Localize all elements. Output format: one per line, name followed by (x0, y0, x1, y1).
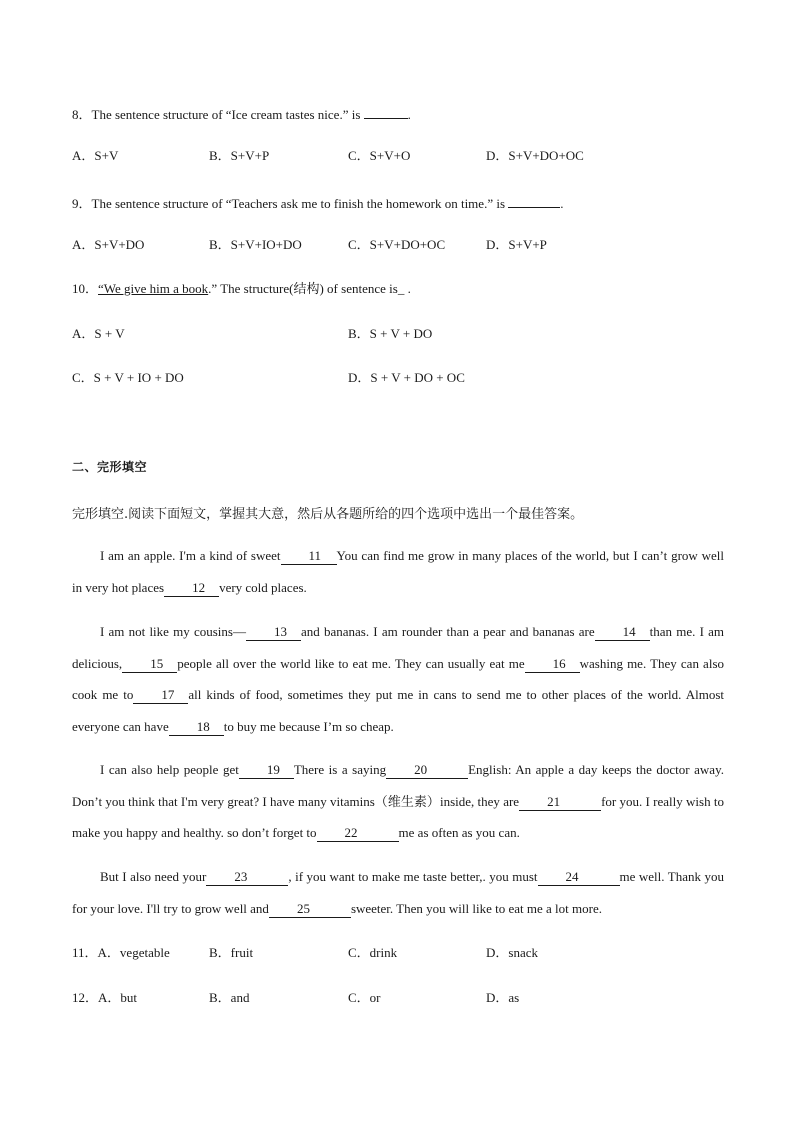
question-8-end: . (407, 107, 411, 122)
question-12-number: 12． (72, 990, 99, 1005)
blank-23[interactable]: 23 (206, 870, 288, 886)
question-11-option-d[interactable]: D．snack (486, 945, 538, 960)
question-9-end: . (560, 196, 564, 211)
question-10-option-b[interactable]: B．S + V + DO (348, 326, 433, 341)
passage-text: English: An apple a day keeps the doctor away. Don’t you think that I'm very great? I have many vitamins（维生素）inside, they are (72, 762, 724, 809)
question-10-option-d[interactable]: D．S + V + DO + OC (348, 370, 465, 385)
question-12-option-b[interactable]: B．and (209, 990, 250, 1005)
question-11 (72, 945, 170, 961)
question-10-blank[interactable]: _ (397, 281, 405, 296)
passage-text: You can find me grow in many places of the world, but I can’t grow well in very hot places (72, 548, 724, 595)
blank-18[interactable]: 18 (169, 720, 224, 736)
question-11-option-b[interactable]: B．fruit (209, 945, 254, 960)
question-11-option-a[interactable]: A．vegetable (97, 945, 170, 960)
passage-text: people all over the world like to eat me. They can usually eat me (177, 655, 525, 671)
question-12-option-c[interactable]: C．or (348, 990, 381, 1005)
question-9-blank[interactable] (508, 192, 560, 208)
blank-17[interactable]: 17 (133, 688, 188, 704)
passage-text: me well. Thank you for your love. I'll try to grow well and (72, 869, 724, 916)
question-9-option-c[interactable]: C．S+V+DO+OC (348, 237, 446, 252)
blank-25[interactable]: 25 (269, 902, 351, 918)
passage-text: for you. I really wish to make you happy and healthy. so don’t forget to (72, 793, 724, 840)
passage-text: very cold places. (219, 579, 307, 595)
blank-21[interactable]: 21 (519, 795, 601, 811)
question-11-number: 11． (72, 945, 98, 960)
blank-19[interactable]: 19 (239, 763, 294, 779)
passage-paragraph-2 (72, 616, 724, 742)
blank-15[interactable]: 15 (122, 657, 177, 673)
question-10-stem (72, 281, 411, 297)
question-8-blank[interactable] (364, 103, 408, 119)
section-title: 二、完形填空 (72, 460, 148, 474)
passage-text: But I also need your (100, 869, 207, 884)
passage-text: sweeter. Then you will like to eat me a lot more. (350, 900, 602, 916)
passage-text: me as often as you can. (398, 825, 520, 840)
question-9-text: 9．The sentence structure of “Teachers ask me to finish the homework on time.” is (72, 196, 509, 211)
question-8-stem (72, 103, 411, 123)
question-9-option-b[interactable]: B．S+V+IO+DO (209, 237, 302, 252)
blank-22[interactable]: 22 (317, 826, 399, 842)
passage-text: all kinds of food, sometimes they put me in cans to send me to other places of the world. Almost everyone can have (72, 687, 724, 734)
passage-text: There is a saying (293, 762, 387, 777)
passage-text: washing me. They can also cook me to (72, 655, 724, 702)
blank-12[interactable]: 12 (164, 581, 219, 597)
question-8-text: 8．The sentence structure of “Ice cream tastes nice.” is (72, 107, 364, 122)
question-11-option-c[interactable]: C．drink (348, 945, 398, 960)
question-10-underlined-sentence: “We give him a book (98, 281, 209, 296)
passage-text: , if you want to make me taste better,. you must (288, 869, 538, 884)
passage-text: than me. I am delicious, (72, 624, 724, 671)
question-9-option-d[interactable]: D．S+V+P (486, 237, 547, 252)
question-10-text: .” The structure(结构) of sentence is (208, 281, 398, 296)
question-8-option-d[interactable]: D．S+V+DO+OC (486, 148, 584, 163)
passage-text: to buy me because I’m so cheap. (223, 718, 394, 734)
question-9-stem (72, 192, 564, 212)
blank-13[interactable]: 13 (246, 625, 301, 641)
passage-text: and bananas. I am rounder than a pear and bananas are (300, 624, 595, 639)
blank-14[interactable]: 14 (595, 625, 650, 641)
passage-text: I am an apple. I'm a kind of sweet (100, 548, 281, 563)
question-8-option-a[interactable]: A．S+V (72, 148, 119, 163)
blank-24[interactable]: 24 (538, 870, 620, 886)
question-10-option-a[interactable]: A．S + V (72, 326, 125, 341)
question-10-option-c[interactable]: C．S + V + IO + DO (72, 370, 184, 385)
passage-paragraph-4 (72, 861, 724, 924)
question-12 (72, 990, 137, 1006)
question-12-option-a[interactable]: A．but (98, 990, 138, 1005)
section-instruction: 完形填空.阅读下面短文，掌握其大意，然后从各题所给的四个选项中选出一个最佳答案。 (72, 507, 584, 522)
passage-paragraph-1 (72, 540, 724, 603)
question-12-option-d[interactable]: D．as (486, 990, 520, 1005)
passage-text: I am not like my cousins— (100, 624, 246, 639)
passage-paragraph-3 (72, 754, 724, 849)
question-10-end: . (404, 281, 411, 296)
blank-20[interactable]: 20 (386, 763, 468, 779)
blank-16[interactable]: 16 (525, 657, 580, 673)
question-8-option-b[interactable]: B．S+V+P (209, 148, 270, 163)
question-9-option-a[interactable]: A．S+V+DO (72, 237, 145, 252)
question-10-number: 10． (72, 281, 99, 296)
passage-text: I can also help people get (100, 762, 239, 777)
question-8-option-c[interactable]: C．S+V+O (348, 148, 411, 163)
blank-11[interactable]: 11 (281, 549, 337, 565)
